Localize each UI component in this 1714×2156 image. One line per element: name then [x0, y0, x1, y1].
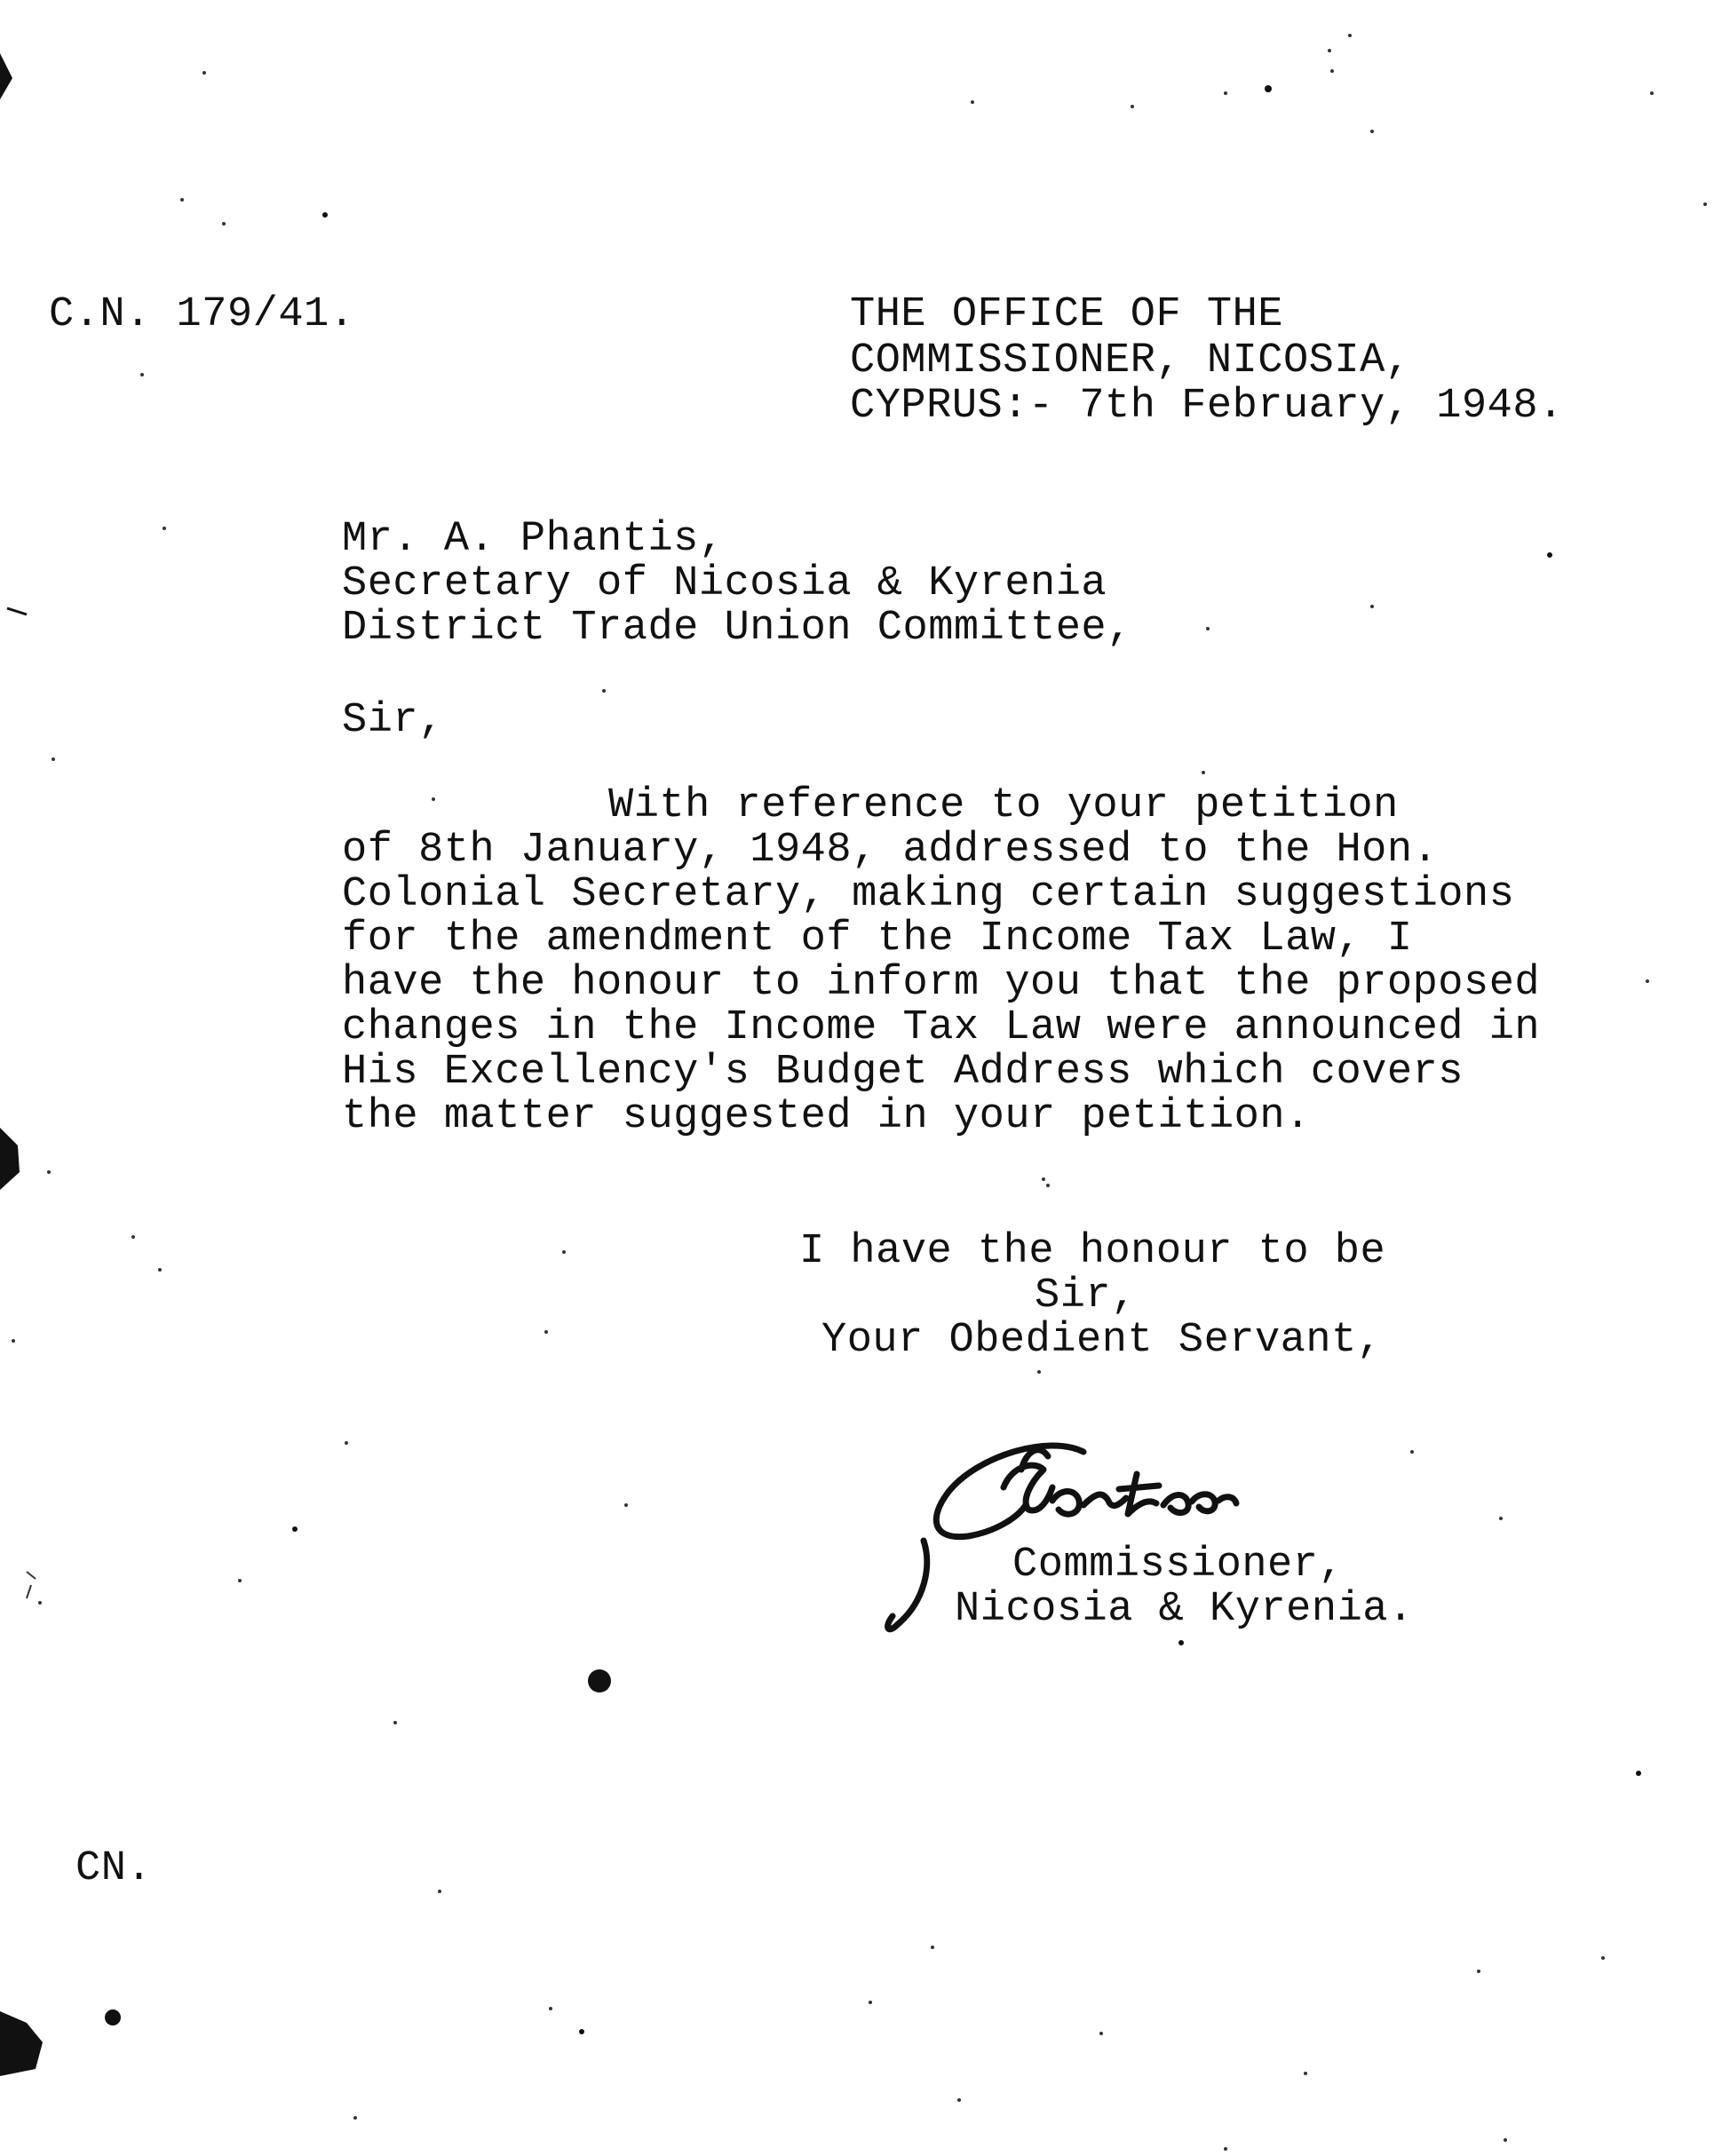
body-line-4: for the amendment of the Income Tax Law, I — [342, 916, 1413, 963]
closing-line-1: I have the honour to be — [799, 1228, 1386, 1275]
recipient-line-1: Mr. A. Phantis, — [342, 516, 725, 563]
body-line-7: His Excellency's Budget Address which covers — [342, 1049, 1464, 1096]
signatory-line-2: Nicosia & Kyrenia. — [955, 1586, 1414, 1633]
body-line-5: have the honour to inform you that the proposed — [342, 960, 1541, 1007]
body-line-6: changes in the Income Tax Law were announced in — [342, 1004, 1541, 1051]
body-line-8: the matter suggested in your petition. — [342, 1093, 1311, 1140]
office-address-line-3: CYPRUS:- 7th February, 1948. — [850, 383, 1564, 430]
reference-number: C.N. 179/41. — [49, 291, 355, 338]
body-line-3: Colonial Secretary, making certain suggestions — [342, 871, 1515, 918]
recipient-line-2: Secretary of Nicosia & Kyrenia — [342, 560, 1107, 607]
closing-line-3: Your Obedient Servant, — [821, 1317, 1383, 1364]
body-line-1: With reference to your petition — [608, 782, 1399, 829]
copy-note: CN. — [75, 1845, 153, 1892]
recipient-line-3: District Trade Union Committee, — [342, 605, 1132, 652]
closing-line-2: Sir, — [1035, 1272, 1137, 1320]
body-line-2: of 8th January, 1948, addressed to the Hon. — [342, 827, 1439, 874]
office-address-line-1: THE OFFICE OF THE — [850, 291, 1283, 338]
salutation: Sir, — [342, 697, 444, 744]
signatory-line-1: Commissioner, — [1012, 1542, 1345, 1589]
office-address-line-2: COMMISSIONER, NICOSIA, — [850, 337, 1411, 384]
